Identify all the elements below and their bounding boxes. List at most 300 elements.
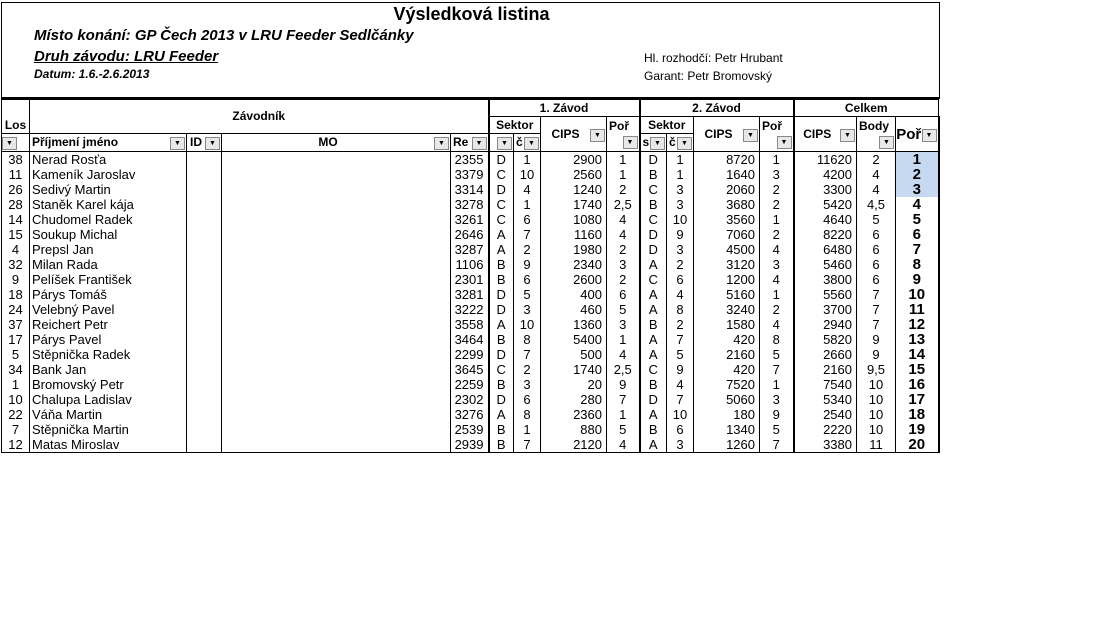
race1-sektor-letter-filter[interactable] [489, 134, 514, 152]
race2-sektor-num-cell[interactable]: 9 [667, 362, 694, 377]
dropdown-arrow-icon[interactable]: ▼ [590, 129, 605, 142]
race1-sektor-num-cell[interactable]: 9 [514, 257, 541, 272]
dropdown-arrow-icon[interactable]: ▼ [879, 136, 894, 149]
race2-cips-cell[interactable]: 5060 [694, 392, 760, 407]
race1-sektor-letter-cell[interactable]: D [489, 392, 514, 407]
mo-cell[interactable] [222, 302, 451, 317]
race1-por-cell[interactable]: 1 [607, 152, 640, 168]
rank-cell[interactable]: 2 [896, 167, 939, 182]
race1-por-cell[interactable]: 1 [607, 167, 640, 182]
rank-cell[interactable]: 7 [896, 242, 939, 257]
total-body-cell[interactable]: 5 [857, 212, 896, 227]
mo-cell[interactable] [222, 197, 451, 212]
id-cell[interactable] [187, 287, 222, 302]
los-cell[interactable]: 28 [2, 197, 30, 212]
mo-cell[interactable] [222, 272, 451, 287]
los-cell[interactable]: 7 [2, 422, 30, 437]
race2-por-cell[interactable]: 2 [760, 227, 794, 242]
rank-cell[interactable]: 9 [896, 272, 939, 287]
race2-sektor-num-cell[interactable]: 3 [667, 197, 694, 212]
race2-sektor-num-cell[interactable]: 1 [667, 152, 694, 168]
total-body-cell[interactable]: 9,5 [857, 362, 896, 377]
race1-cips-cell[interactable]: 280 [541, 392, 607, 407]
mo-filter[interactable]: MO ▼ [222, 134, 451, 152]
name-cell[interactable]: Prepsl Jan [30, 242, 187, 257]
race2-cips-cell[interactable]: 2060 [694, 182, 760, 197]
name-cell[interactable]: Chalupa Ladislav [30, 392, 187, 407]
total-cips-header[interactable]: CIPS ▼ [794, 117, 857, 152]
race2-por-cell[interactable]: 5 [760, 347, 794, 362]
reg-cell[interactable]: 3281 [451, 287, 489, 302]
mo-cell[interactable] [222, 317, 451, 332]
race1-por-cell[interactable]: 2 [607, 272, 640, 287]
race2-por-cell[interactable]: 7 [760, 437, 794, 453]
race2-sektor-num-cell[interactable]: 3 [667, 242, 694, 257]
rank-header[interactable]: Poř ▼ [896, 117, 939, 152]
race2-cips-cell[interactable]: 3120 [694, 257, 760, 272]
race1-sektor-letter-cell[interactable]: B [489, 257, 514, 272]
race2-por-cell[interactable]: 9 [760, 407, 794, 422]
race1-cips-cell[interactable]: 1240 [541, 182, 607, 197]
reg-cell[interactable]: 3261 [451, 212, 489, 227]
race2-por-cell[interactable]: 2 [760, 197, 794, 212]
race1-sektor-num-cell[interactable]: 1 [514, 197, 541, 212]
los-cell[interactable]: 32 [2, 257, 30, 272]
total-body-cell[interactable]: 10 [857, 377, 896, 392]
race1-sektor-letter-cell[interactable]: A [489, 317, 514, 332]
race1-cips-cell[interactable]: 460 [541, 302, 607, 317]
mo-cell[interactable] [222, 287, 451, 302]
total-cips-cell[interactable]: 2660 [794, 347, 857, 362]
los-cell[interactable]: 37 [2, 317, 30, 332]
race1-por-cell[interactable]: 6 [607, 287, 640, 302]
total-cips-cell[interactable]: 2160 [794, 362, 857, 377]
race1-sektor-num-cell[interactable]: 7 [514, 227, 541, 242]
race2-por-cell[interactable]: 4 [760, 272, 794, 287]
race2-sektor-letter-filter[interactable]: s ▼ [640, 134, 667, 152]
id-cell[interactable] [187, 392, 222, 407]
race1-cips-cell[interactable]: 2600 [541, 272, 607, 287]
race2-sektor-num-cell[interactable]: 2 [667, 317, 694, 332]
race1-cips-cell[interactable]: 1080 [541, 212, 607, 227]
race1-sektor-letter-cell[interactable]: A [489, 407, 514, 422]
rank-cell[interactable]: 6 [896, 227, 939, 242]
reg-cell[interactable]: 2299 [451, 347, 489, 362]
total-cips-cell[interactable]: 11620 [794, 152, 857, 168]
race2-por-cell[interactable]: 7 [760, 362, 794, 377]
race1-por-cell[interactable]: 2 [607, 242, 640, 257]
total-body-header[interactable]: Body ▼ [857, 117, 896, 152]
reg-cell[interactable]: 3558 [451, 317, 489, 332]
id-cell[interactable] [187, 197, 222, 212]
race2-sektor-letter-cell[interactable]: A [640, 302, 667, 317]
los-cell[interactable]: 24 [2, 302, 30, 317]
total-cips-cell[interactable]: 7540 [794, 377, 857, 392]
race1-cips-cell[interactable]: 1980 [541, 242, 607, 257]
los-cell[interactable]: 9 [2, 272, 30, 287]
race1-sektor-num-cell[interactable]: 1 [514, 422, 541, 437]
reg-cell[interactable]: 2302 [451, 392, 489, 407]
race2-cips-cell[interactable]: 420 [694, 332, 760, 347]
race1-por-cell[interactable]: 3 [607, 257, 640, 272]
race1-por-cell[interactable]: 2 [607, 182, 640, 197]
race1-sektor-letter-cell[interactable]: D [489, 347, 514, 362]
race1-cips-cell[interactable]: 2900 [541, 152, 607, 168]
race1-sektor-num-cell[interactable]: 1 [514, 152, 541, 168]
dropdown-arrow-icon[interactable]: ▼ [497, 137, 512, 150]
race2-cips-cell[interactable]: 1640 [694, 167, 760, 182]
name-cell[interactable]: Staněk Karel kája [30, 197, 187, 212]
total-cips-cell[interactable]: 2540 [794, 407, 857, 422]
race1-sektor-letter-cell[interactable]: D [489, 152, 514, 168]
name-cell[interactable]: Velebný Pavel [30, 302, 187, 317]
race2-sektor-letter-cell[interactable]: D [640, 392, 667, 407]
mo-cell[interactable] [222, 407, 451, 422]
race1-sektor-letter-cell[interactable]: B [489, 332, 514, 347]
race2-por-cell[interactable]: 1 [760, 212, 794, 227]
id-cell[interactable] [187, 317, 222, 332]
total-cips-cell[interactable]: 5340 [794, 392, 857, 407]
race1-por-cell[interactable]: 1 [607, 332, 640, 347]
los-cell[interactable]: 12 [2, 437, 30, 453]
id-cell[interactable] [187, 332, 222, 347]
name-cell[interactable]: Nerad Rosťa [30, 152, 187, 168]
total-body-cell[interactable]: 6 [857, 227, 896, 242]
race2-sektor-num-cell[interactable]: 4 [667, 377, 694, 392]
reg-cell[interactable]: 2939 [451, 437, 489, 453]
total-cips-cell[interactable]: 2940 [794, 317, 857, 332]
race2-sektor-num-cell[interactable]: 6 [667, 272, 694, 287]
race1-por-header[interactable]: Poř ▼ [607, 117, 640, 152]
race1-sektor-num-cell[interactable]: 4 [514, 182, 541, 197]
mo-cell[interactable] [222, 242, 451, 257]
los-cell[interactable]: 22 [2, 407, 30, 422]
race2-por-cell[interactable]: 4 [760, 317, 794, 332]
race2-por-header[interactable]: Poř ▼ [760, 117, 794, 152]
total-body-cell[interactable]: 10 [857, 422, 896, 437]
total-body-cell[interactable]: 10 [857, 392, 896, 407]
race2-sektor-letter-cell[interactable]: C [640, 182, 667, 197]
race2-sektor-letter-cell[interactable]: B [640, 317, 667, 332]
race1-sektor-letter-cell[interactable]: A [489, 227, 514, 242]
rank-cell[interactable]: 1 [896, 152, 939, 168]
total-body-cell[interactable]: 6 [857, 242, 896, 257]
mo-cell[interactable] [222, 257, 451, 272]
race1-sektor-num-cell[interactable]: 10 [514, 317, 541, 332]
race2-sektor-num-cell[interactable]: 9 [667, 227, 694, 242]
race2-sektor-letter-cell[interactable]: A [640, 437, 667, 453]
name-cell[interactable]: Reichert Petr [30, 317, 187, 332]
dropdown-arrow-icon[interactable]: ▼ [170, 137, 185, 150]
reg-cell[interactable]: 2539 [451, 422, 489, 437]
dropdown-arrow-icon[interactable]: ▼ [840, 129, 855, 142]
total-body-cell[interactable]: 7 [857, 287, 896, 302]
race1-sektor-num-cell[interactable]: 8 [514, 332, 541, 347]
total-cips-cell[interactable]: 2220 [794, 422, 857, 437]
total-body-cell[interactable]: 6 [857, 257, 896, 272]
race2-cips-cell[interactable]: 1340 [694, 422, 760, 437]
id-cell[interactable] [187, 212, 222, 227]
id-cell[interactable] [187, 422, 222, 437]
los-cell[interactable]: 10 [2, 392, 30, 407]
race2-sektor-letter-cell[interactable]: B [640, 167, 667, 182]
race2-por-cell[interactable]: 1 [760, 287, 794, 302]
race1-sektor-num-cell[interactable]: 6 [514, 392, 541, 407]
race2-sektor-num-cell[interactable]: 10 [667, 407, 694, 422]
race1-cips-cell[interactable]: 500 [541, 347, 607, 362]
rank-cell[interactable]: 4 [896, 197, 939, 212]
mo-cell[interactable] [222, 347, 451, 362]
race1-sektor-num-cell[interactable]: 3 [514, 377, 541, 392]
name-cell[interactable]: Váňa Martin [30, 407, 187, 422]
race2-sektor-letter-cell[interactable]: C [640, 272, 667, 287]
race1-sektor-letter-cell[interactable]: D [489, 287, 514, 302]
race2-sektor-letter-cell[interactable]: A [640, 347, 667, 362]
race2-por-cell[interactable]: 2 [760, 182, 794, 197]
race1-por-cell[interactable]: 2,5 [607, 362, 640, 377]
race1-cips-cell[interactable]: 1360 [541, 317, 607, 332]
race1-sektor-num-cell[interactable]: 2 [514, 242, 541, 257]
race2-por-cell[interactable]: 3 [760, 167, 794, 182]
race1-cips-cell[interactable]: 20 [541, 377, 607, 392]
name-cell[interactable]: Chudomel Radek [30, 212, 187, 227]
name-cell[interactable]: Párys Pavel [30, 332, 187, 347]
race2-sektor-num-cell[interactable]: 10 [667, 212, 694, 227]
rank-cell[interactable]: 14 [896, 347, 939, 362]
race2-cips-cell[interactable]: 1200 [694, 272, 760, 287]
los-cell[interactable]: 15 [2, 227, 30, 242]
dropdown-arrow-icon[interactable]: ▼ [434, 137, 449, 150]
race1-cips-header[interactable]: CIPS ▼ [541, 117, 607, 152]
race2-por-cell[interactable]: 1 [760, 377, 794, 392]
race2-cips-cell[interactable]: 2160 [694, 347, 760, 362]
race2-cips-cell[interactable]: 3240 [694, 302, 760, 317]
rank-cell[interactable]: 3 [896, 182, 939, 197]
name-cell[interactable]: Párys Tomáš [30, 287, 187, 302]
rank-cell[interactable]: 19 [896, 422, 939, 437]
race2-sektor-num-cell[interactable]: 5 [667, 347, 694, 362]
race1-sektor-letter-cell[interactable]: B [489, 437, 514, 453]
reg-cell[interactable]: 1106 [451, 257, 489, 272]
race2-sektor-letter-cell[interactable]: A [640, 287, 667, 302]
id-cell[interactable] [187, 347, 222, 362]
race2-sektor-letter-cell[interactable]: A [640, 332, 667, 347]
total-cips-cell[interactable]: 3700 [794, 302, 857, 317]
mo-cell[interactable] [222, 167, 451, 182]
race2-cips-cell[interactable]: 7060 [694, 227, 760, 242]
los-cell[interactable]: 38 [2, 152, 30, 168]
race1-sektor-num-cell[interactable]: 10 [514, 167, 541, 182]
reg-cell[interactable]: 2301 [451, 272, 489, 287]
race1-sektor-num-cell[interactable]: 3 [514, 302, 541, 317]
race2-sektor-num-cell[interactable]: 1 [667, 167, 694, 182]
race2-por-cell[interactable]: 8 [760, 332, 794, 347]
race1-sektor-letter-cell[interactable]: D [489, 182, 514, 197]
total-cips-cell[interactable]: 5560 [794, 287, 857, 302]
dropdown-arrow-icon[interactable]: ▼ [677, 137, 692, 150]
race2-cips-cell[interactable]: 3560 [694, 212, 760, 227]
dropdown-arrow-icon[interactable]: ▼ [650, 137, 665, 150]
race1-cips-cell[interactable]: 1740 [541, 362, 607, 377]
race1-sektor-letter-cell[interactable]: B [489, 377, 514, 392]
rank-cell[interactable]: 20 [896, 437, 939, 453]
name-cell[interactable]: Stěpnička Radek [30, 347, 187, 362]
id-cell[interactable] [187, 437, 222, 453]
race2-por-cell[interactable]: 4 [760, 242, 794, 257]
id-cell[interactable] [187, 302, 222, 317]
race2-cips-cell[interactable]: 3680 [694, 197, 760, 212]
race1-sektor-num-cell[interactable]: 8 [514, 407, 541, 422]
race1-cips-cell[interactable]: 400 [541, 287, 607, 302]
total-cips-cell[interactable]: 5420 [794, 197, 857, 212]
race1-cips-cell[interactable]: 5400 [541, 332, 607, 347]
mo-cell[interactable] [222, 392, 451, 407]
name-cell[interactable]: Pelíšek František [30, 272, 187, 287]
race2-sektor-letter-cell[interactable]: A [640, 407, 667, 422]
race2-sektor-letter-cell[interactable]: D [640, 242, 667, 257]
mo-cell[interactable] [222, 182, 451, 197]
race1-por-cell[interactable]: 9 [607, 377, 640, 392]
race2-sektor-num-cell[interactable]: 7 [667, 332, 694, 347]
reg-cell[interactable]: 3379 [451, 167, 489, 182]
rank-cell[interactable]: 10 [896, 287, 939, 302]
race1-sektor-num-cell[interactable]: 2 [514, 362, 541, 377]
race2-cips-header[interactable]: CIPS ▼ [694, 117, 760, 152]
total-cips-cell[interactable]: 5820 [794, 332, 857, 347]
mo-cell[interactable] [222, 332, 451, 347]
name-cell[interactable]: Soukup Michal [30, 227, 187, 242]
dropdown-arrow-icon[interactable]: ▼ [205, 137, 220, 150]
total-cips-cell[interactable]: 3300 [794, 182, 857, 197]
name-cell[interactable]: Kameník Jaroslav [30, 167, 187, 182]
race1-sektor-letter-cell[interactable]: A [489, 242, 514, 257]
race1-cips-cell[interactable]: 1160 [541, 227, 607, 242]
race2-sektor-num-cell[interactable]: 7 [667, 392, 694, 407]
name-cell[interactable]: Bromovský Petr [30, 377, 187, 392]
race1-por-cell[interactable]: 2,5 [607, 197, 640, 212]
id-cell[interactable] [187, 227, 222, 242]
race1-cips-cell[interactable]: 2120 [541, 437, 607, 453]
mo-cell[interactable] [222, 227, 451, 242]
name-cell[interactable]: Bank Jan [30, 362, 187, 377]
race1-sektor-num-cell[interactable]: 5 [514, 287, 541, 302]
dropdown-arrow-icon[interactable]: ▼ [922, 129, 937, 142]
los-cell[interactable]: 1 [2, 377, 30, 392]
total-body-cell[interactable]: 2 [857, 152, 896, 168]
rank-cell[interactable]: 18 [896, 407, 939, 422]
race1-sektor-num-cell[interactable]: 7 [514, 437, 541, 453]
reg-cell[interactable]: 2646 [451, 227, 489, 242]
id-cell[interactable] [187, 272, 222, 287]
race2-sektor-num-filter[interactable]: č ▼ [667, 134, 694, 152]
race2-sektor-num-cell[interactable]: 2 [667, 257, 694, 272]
race1-sektor-num-filter[interactable]: č ▼ [514, 134, 541, 152]
reg-cell[interactable]: 3276 [451, 407, 489, 422]
race2-por-cell[interactable]: 1 [760, 152, 794, 168]
race1-cips-cell[interactable]: 880 [541, 422, 607, 437]
race2-sektor-letter-cell[interactable]: B [640, 422, 667, 437]
reg-cell[interactable]: 3645 [451, 362, 489, 377]
race2-sektor-letter-cell[interactable]: D [640, 227, 667, 242]
rank-cell[interactable]: 13 [896, 332, 939, 347]
race1-por-cell[interactable]: 7 [607, 392, 640, 407]
los-cell[interactable]: 26 [2, 182, 30, 197]
total-body-cell[interactable]: 7 [857, 302, 896, 317]
race2-cips-cell[interactable]: 8720 [694, 152, 760, 168]
total-body-cell[interactable]: 9 [857, 332, 896, 347]
race2-cips-cell[interactable]: 7520 [694, 377, 760, 392]
race1-por-cell[interactable]: 4 [607, 347, 640, 362]
dropdown-arrow-icon[interactable]: ▼ [777, 136, 792, 149]
dropdown-arrow-icon[interactable]: ▼ [524, 137, 539, 150]
total-cips-cell[interactable]: 5460 [794, 257, 857, 272]
los-cell[interactable]: 34 [2, 362, 30, 377]
total-body-cell[interactable]: 4 [857, 167, 896, 182]
race1-cips-cell[interactable]: 2560 [541, 167, 607, 182]
race1-cips-cell[interactable]: 2360 [541, 407, 607, 422]
race2-cips-cell[interactable]: 180 [694, 407, 760, 422]
reg-cell[interactable]: 3278 [451, 197, 489, 212]
mo-cell[interactable] [222, 437, 451, 453]
race2-sektor-letter-cell[interactable]: C [640, 212, 667, 227]
race1-por-cell[interactable]: 4 [607, 437, 640, 453]
race1-sektor-letter-cell[interactable]: C [489, 167, 514, 182]
reg-cell[interactable]: 3464 [451, 332, 489, 347]
mo-cell[interactable] [222, 362, 451, 377]
race1-sektor-num-cell[interactable]: 6 [514, 272, 541, 287]
los-filter[interactable] [2, 134, 30, 152]
total-body-cell[interactable]: 7 [857, 317, 896, 332]
race1-por-cell[interactable]: 4 [607, 212, 640, 227]
race2-sektor-letter-cell[interactable]: D [640, 152, 667, 168]
race2-sektor-letter-cell[interactable]: B [640, 377, 667, 392]
race1-por-cell[interactable]: 5 [607, 302, 640, 317]
race2-por-cell[interactable]: 3 [760, 392, 794, 407]
race2-sektor-num-cell[interactable]: 3 [667, 182, 694, 197]
total-body-cell[interactable]: 4,5 [857, 197, 896, 212]
race1-cips-cell[interactable]: 1740 [541, 197, 607, 212]
race1-sektor-num-cell[interactable]: 6 [514, 212, 541, 227]
name-cell[interactable]: Matas Miroslav [30, 437, 187, 453]
name-cell[interactable]: Sedivý Martin [30, 182, 187, 197]
los-cell[interactable]: 11 [2, 167, 30, 182]
race1-por-cell[interactable]: 4 [607, 227, 640, 242]
race2-cips-cell[interactable]: 420 [694, 362, 760, 377]
rank-cell[interactable]: 5 [896, 212, 939, 227]
mo-cell[interactable] [222, 212, 451, 227]
los-cell[interactable]: 4 [2, 242, 30, 257]
race2-sektor-num-cell[interactable]: 3 [667, 437, 694, 453]
total-body-cell[interactable]: 4 [857, 182, 896, 197]
race2-cips-cell[interactable]: 5160 [694, 287, 760, 302]
total-body-cell[interactable]: 6 [857, 272, 896, 287]
race1-por-cell[interactable]: 5 [607, 422, 640, 437]
race2-por-cell[interactable]: 3 [760, 257, 794, 272]
race1-sektor-letter-cell[interactable]: B [489, 422, 514, 437]
total-cips-cell[interactable]: 6480 [794, 242, 857, 257]
race2-cips-cell[interactable]: 1580 [694, 317, 760, 332]
dropdown-arrow-icon[interactable]: ▼ [623, 136, 638, 149]
race1-sektor-letter-cell[interactable]: C [489, 212, 514, 227]
reg-cell[interactable]: 3287 [451, 242, 489, 257]
race1-por-cell[interactable]: 1 [607, 407, 640, 422]
total-cips-cell[interactable]: 4640 [794, 212, 857, 227]
id-cell[interactable] [187, 152, 222, 168]
name-cell[interactable]: Milan Rada [30, 257, 187, 272]
los-cell[interactable]: 14 [2, 212, 30, 227]
race2-por-cell[interactable]: 5 [760, 422, 794, 437]
mo-cell[interactable] [222, 377, 451, 392]
